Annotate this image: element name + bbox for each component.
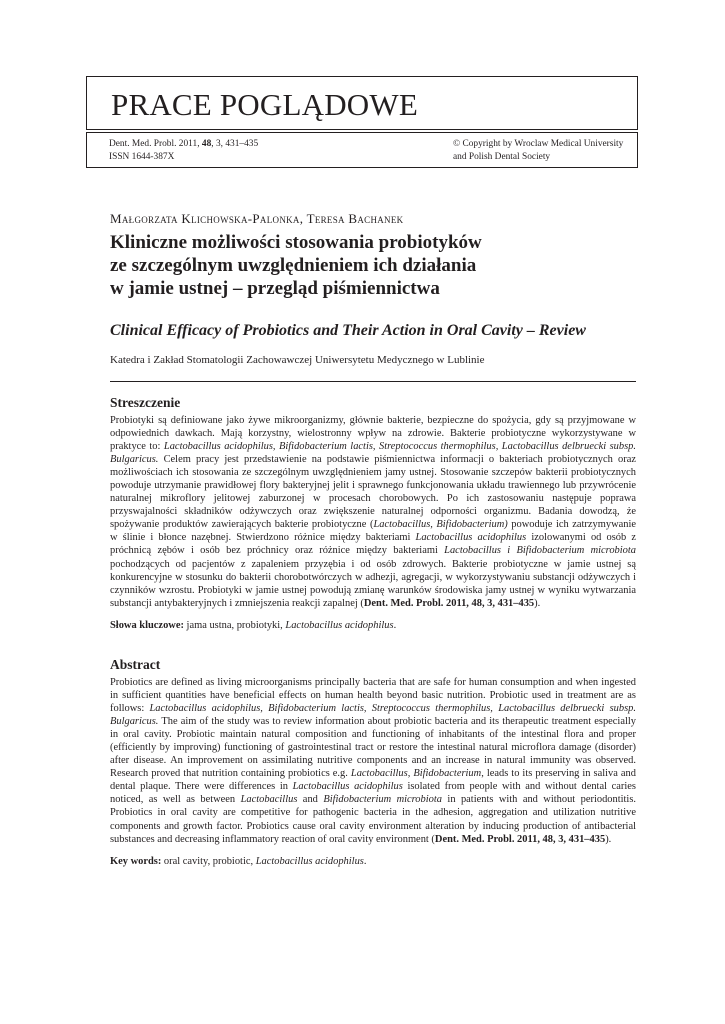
section-heading: Streszczenie <box>110 395 181 410</box>
copyright-block <box>453 138 623 164</box>
citation-block <box>109 138 258 164</box>
keywords: Słowa kluczowe: jama ustna, probiotyki, Lactobacillus acidophilus. <box>110 619 397 631</box>
section-header-box <box>86 76 638 130</box>
title-english: Clinical Efficacy of Probiotics and Their Action in Oral Cavity – Review <box>110 322 586 339</box>
volume-number: 48 <box>201 139 212 149</box>
abstract-section <box>110 657 636 868</box>
copyright-line: and Polish Dental Society <box>453 152 551 162</box>
title-line: ze szczególnym uwzględnieniem ich działania <box>110 255 477 276</box>
streszczenie-section <box>110 395 636 632</box>
section-title: PRACE POGLĄDOWE <box>111 87 418 122</box>
section-heading: Abstract <box>110 657 161 672</box>
authors: Małgorzata Klichowska-Palonka, Teresa Bachanek <box>110 211 404 226</box>
journal-meta-box <box>86 132 638 168</box>
citation-line: Dent. Med. Probl. 2011, 48, 3, 431–435 <box>109 139 259 149</box>
divider <box>110 381 636 382</box>
copyright-line: © Copyright by Wroclaw Medical University <box>453 139 624 149</box>
title-line: w jamie ustnej – przegląd piśmiennictwa <box>110 278 440 299</box>
title-polish <box>110 231 630 300</box>
affiliation: Katedra i Zakład Stomatologii Zachowawczej Uniwersytetu Medycznego w Lublinie <box>110 354 485 366</box>
keywords: Key words: oral cavity, probiotic, Lactobacillus acidophilus. <box>110 855 367 867</box>
title-line: Kliniczne możliwości stosowania probiotyków <box>110 232 482 253</box>
abstract-paragraph: Probiotics are defined as living microorganisms principally bacteria that are safe for human consumption and when ingested in sufficient quantities have beneficial effects on human health beyond basic nutrition. Probiotic used in treatment are as follows: Lactobacillus acidophilus, Bifidobacterium lactis, Streptococcus thermophilus, Lactobacillus delbruecki subsp. Bulgaricus. The aim of the study was to review information about probiotic bacteria and its therapeutic treatment especially in oral cavity. Probiotic maintain natural composition and functioning of inhabitants of the intestinal flora and proper (efficiently by improving) functioning of gastrointestinal tract or restore the intestinal natural microflora damage (disorder) after disease. An improvement on assimilating nutritive components and an increase in natural immunity was observed. Research proved that nutrition containing probiotics e.g. Lactobacillus, Bifidobacterium, leads to its preserving in saliva and dental plaque. There were differences in Lactobacillus acidophilus isolated from people with and without dental caries noticed, as well as between Lactobacillus and Bifidobacterium microbiota in patients with and without periodontitis. Probiotics in oral cavity are competitive for pathogenic bacteria in the adhesion, aggregation and utilization nutritive components and growth factor. Probiotics cause oral cavity environment alteration by inducing production of antibacterial substances and decreasing inflammatory reaction of oral cavity environment (Dent. Med. Probl. 2011, 48, 3, 431–435). <box>110 677 636 845</box>
issn: ISSN 1644-387X <box>109 152 175 162</box>
abstract-paragraph: Probiotyki są definiowane jako żywe mikroorganizmy, głównie bakterie, bezpieczne do spożycia, gdy są przyjmowane w odpowiednich dawkach. Mają korzystny, wielostronny wpływ na zdrowie. Bakterie probiotyczne wykorzystywane w praktyce to: Lactobacillus acidophilus, Bifidobacterium lactis, Streptococcus thermophilus, Lactobacillus delbruecki subsp. Bulgaricus. Celem pracy jest przedstawienie na podstawie piśmiennictwa informacji o bakteriach probiotycznych oraz możliwościach ich stosowania ze szczególnym uwzględnieniem jamy ustnej. Stosowanie szczepów bakterii probiotycznych powoduje utrzymanie prawidłowej flory bakteryjnej jelit i sprawnego funkcjonowania układu trawiennego lub przywrócenie naturalnej mikroflory jelitowej zaburzonej w procesach chorobowych. Po ich zastosowaniu następuje poprawa przyswajalności składników odżywczych oraz zwiększenie naturalnej odporności organizmu. Badania dowodzą, że spożywanie produktów zawierających bakterie probiotyczne (Lactobacillus, Bifidobacterium) powoduje ich zatrzymywanie w ślinie i błonce nazębnej. Stwierdzono różnice między bakteriami Lactobacillus acidophilus izolowanymi od osób z próchnicą zębów i osób bez próchnicy oraz różnice między bakteriami Lactobacillus i Bifidobacterium microbiota pochodzących od pacjentów z zapaleniem przyzębia i od osób zdrowych. Bakterie probiotyczne w jamie ustnej są konkurencyjne w stosunku do bakterii chorobotwórczych w adhezji, agregacji, w wykorzystywaniu substancji odżywczych i czynników wzrostu. Probiotyki w jamie ustnej powodują zmianę warunków środowiska jamy ustnej w wyniku wytwarzania substancji antybakteryjnych i zmniejszenia reakcji zapalnej (Dent. Med. Probl. 2011, 48, 3, 431–435). <box>110 415 637 609</box>
